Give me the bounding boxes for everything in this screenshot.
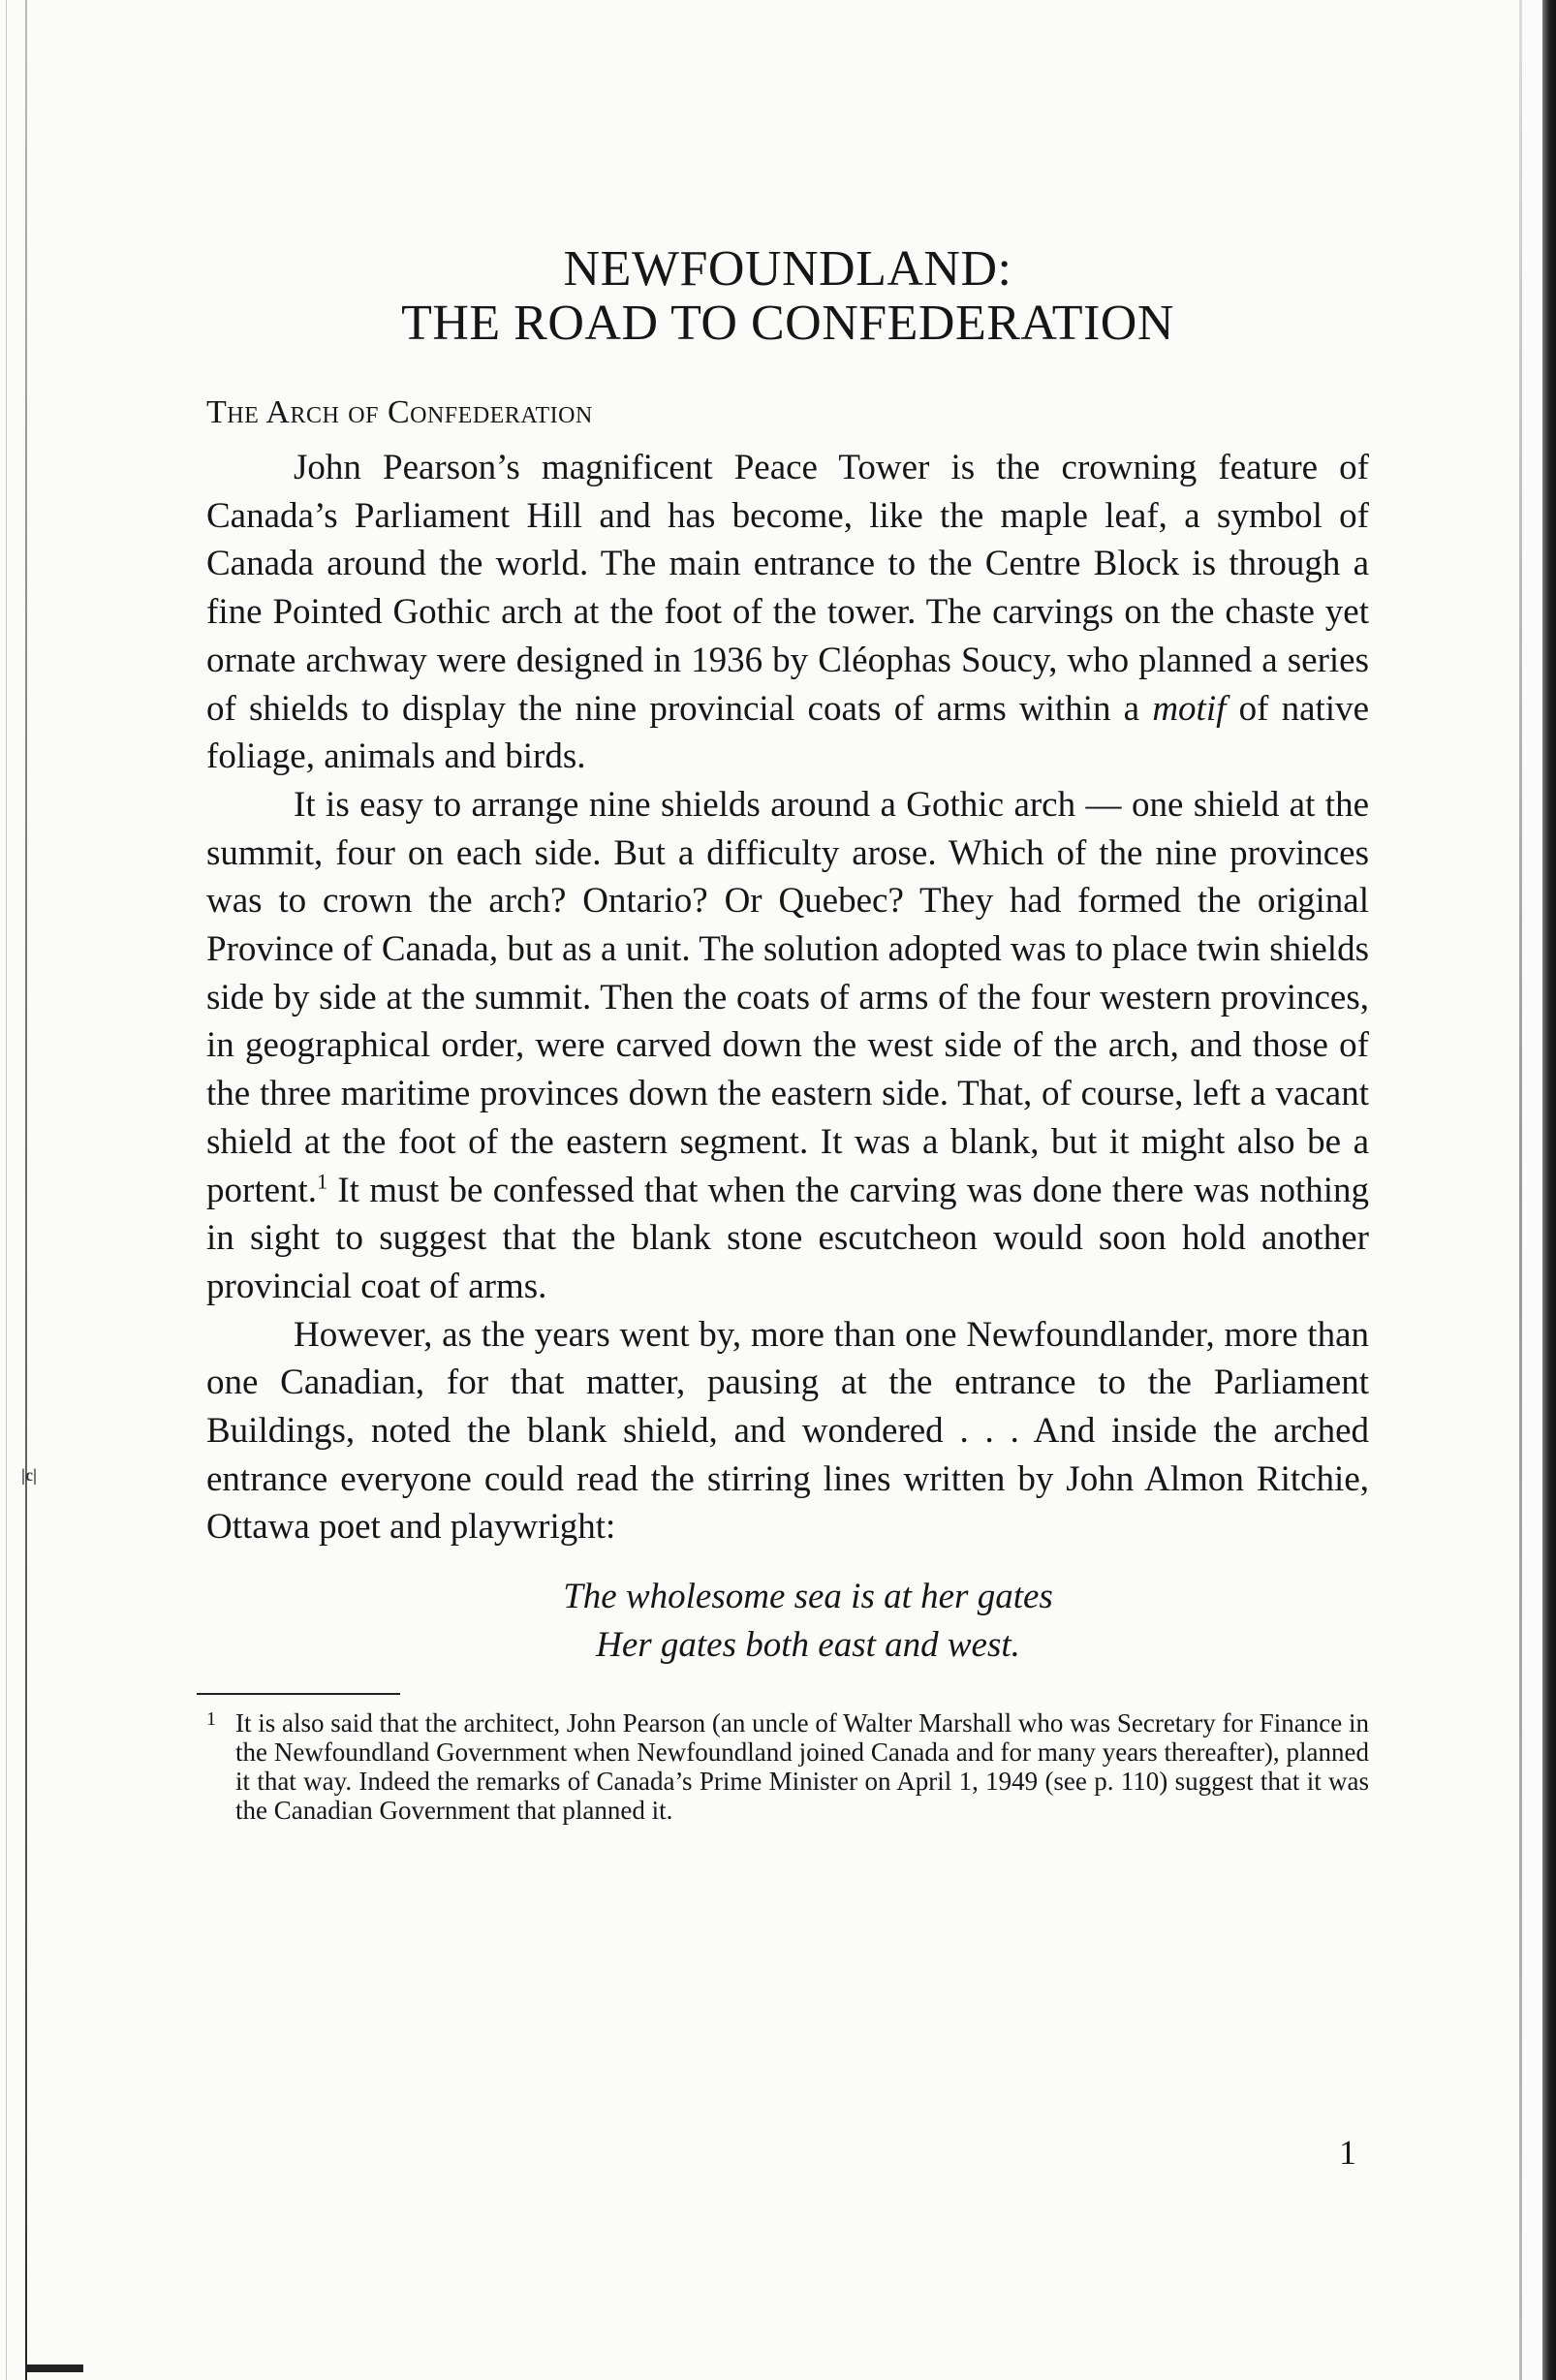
poem-quote bbox=[206, 1573, 1369, 1670]
paragraph-3: However, as the years went by, more than one Newfoundlander, more than one Canadian, for that matter, pausing at the entrance to the Parliament Buildings, noted the blank shield, and wondered . . . And inside the arched entrance everyone could read the stirring lines written by John Almon Ritchie, Ottawa poet and playwright: bbox=[206, 1314, 1369, 1548]
scan-edge-left bbox=[25, 0, 27, 2380]
paragraph-2-text-b: It must be confessed that when the carving was done there was nothing in sight to suggest that the blank stone escutcheon would soon hold another provincial coat of arms. bbox=[206, 1170, 1370, 1306]
document-page bbox=[206, 242, 1369, 1825]
title-line-1: NEWFOUNDLAND: bbox=[563, 241, 1012, 297]
page-title bbox=[206, 242, 1369, 351]
poem-line-2: Her gates both east and west. bbox=[596, 1625, 1020, 1666]
page-number: 1 bbox=[1339, 2133, 1356, 2172]
paragraph-1-text-b: of native foliage, animals and birds. bbox=[206, 688, 1370, 777]
scan-edge-right bbox=[1542, 0, 1556, 2380]
paragraph-2-text-a: It is easy to arrange nine shields around a Gothic arch — one shield at the summit, four on each side. But a difficulty arose. Which of the nine provinces was to crown the arch? Ontario? Or Quebec? They had formed the original Province of Canada, but as a unit. The solution adopted was to place twin shields side by side at the summit. Then the coats of arms of the four western provinces, in geographical order, were carved down the west side of the arch, and those of the three maritime provinces down the eastern side. That, of course, left a vacant shield at the foot of the eastern segment. It was a blank, but it might also be a portent. bbox=[206, 784, 1369, 1210]
footnote-divider bbox=[197, 1693, 400, 1695]
footnote-marker: 1 bbox=[206, 1708, 216, 1731]
paragraph-1-text-a: John Pearson’s magnificent Peace Tower is the crowning feature of Canada’s Parliament Hill and has become, like the maple leaf, a symbol of Canada around the world. The main entrance to the Centre Block is through a fine Pointed Gothic arch at the foot of the tower. The carvings on the chaste yet ornate archway were designed in 1936 by Cléophas Soucy, who planned a series of shields to display the nine provincial coats of arms within a bbox=[206, 448, 1369, 729]
paragraph-2 bbox=[206, 781, 1369, 1311]
scan-edge-left-faint bbox=[6, 0, 7, 2380]
scan-edge-right-highlight bbox=[1519, 0, 1522, 2380]
scan-bottom-mark bbox=[25, 2364, 83, 2372]
footnote-text: It is also said that the architect, John Pearson (an uncle of Walter Marshall who was Secretary for Finance in the Newfoundland Government when Newfoundland joined Canada and for many years thereafter), planned it that way. Indeed the remarks of Canada’s Prime Minister on April 1, 1949 (see p. 110) suggest that it was the Canadian Government that planned it. bbox=[235, 1708, 1369, 1826]
title-line-2: THE ROAD TO CONFEDERATION bbox=[401, 296, 1174, 351]
section-heading: The Arch of Confederation bbox=[206, 394, 593, 430]
footnote-reference[interactable]: 1 bbox=[317, 1169, 328, 1194]
paragraph-1-italic: motif bbox=[1152, 688, 1227, 729]
footnote bbox=[206, 1708, 1369, 1825]
paragraph-1 bbox=[206, 444, 1369, 781]
margin-mark: |c| bbox=[21, 1465, 37, 1485]
poem-line-1: The wholesome sea is at her gates bbox=[563, 1577, 1053, 1617]
